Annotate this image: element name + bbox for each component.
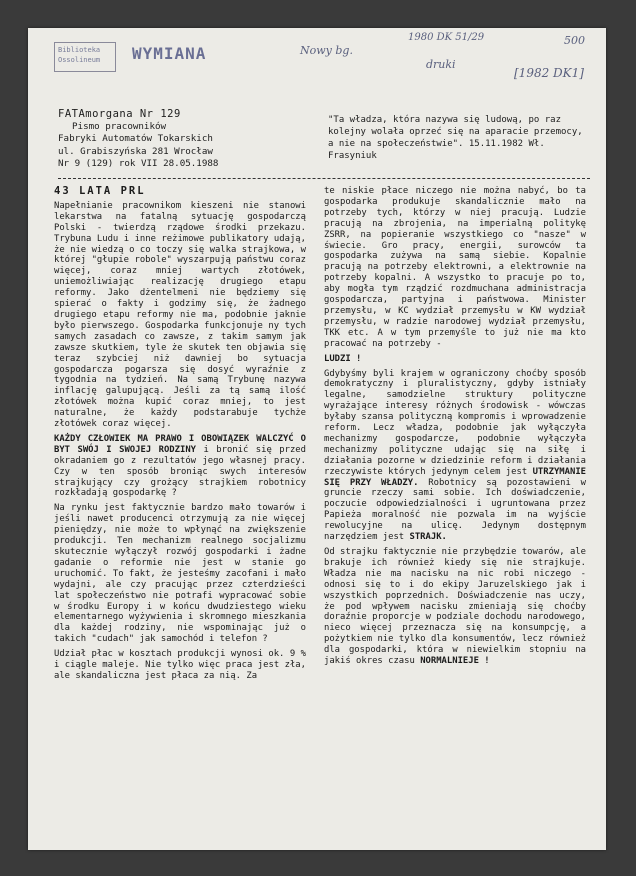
article-heading: 43 LATA PRL [54,185,146,197]
document-page [28,28,606,850]
right-paragraph-3 [324,547,586,667]
masthead-line-4: Nr 9 (129) rok VII 28.05.1988 [58,158,219,169]
handwritten-page-number: 500 [564,34,585,47]
right-paragraph-3-text: Od strajku faktycznie nie przybędzie towarów, ale brakuje ich również kiedy się nie strajkuje. Władza nie ma nacisku na nic robi niczego - odnosi się to i do ekipy Jaruzelskiego jak i wszystkich poprzednich. Doświadczenie nas uczy, że pod wpływem nacisku zmieniają się choćby doraźnie proporcje w podziale dochodu narodowego, nieco więcej przeznacza się na konsumpcję, a pożytkiem nie tylko dla konsumentów, lecz również dla gospodarki, która w niewielkim stopniu na jakiś okres czasu [324,547,586,667]
library-stamp [54,42,116,72]
left-column [54,186,306,686]
right-caps-statement: UTRZYMANIE SIĘ PRZY WŁADZY. [324,466,587,488]
right-column [324,186,586,671]
left-paragraph-4: Udział płac w kosztach produkcji wynosi ok. 9 % i ciągle maleje. Nie tylko więc praca jest zła, ale skandaliczna jest płaca za nią. Za [54,649,306,681]
left-paragraph-1: Napełnianie pracownikom kieszeni nie stanowi lekarstwa na fatalną sytuację gospodarczą Polski - twierdzą rządowe środki przekazu. Trybuna Ludu i inne reżimowe publikatory udają, że nie wiedzą o co toczy się walka strajkowa, w której "głupie robole" wyszarpują państwu coraz więcej, coraz mniej wartych złotówek, uniemożliwiając realizację drugiego etapu reformy. Jako dżentelmeni nie będziemy się spierać o fakty i godzimy się, że żadnego drugiego etapu reformy nie ma, podobnie jaknie było pierwszego. Gospodarka funkcjonuje ny tych samych zasadach co zawsze, z takim samym jak zawsze skutkiem, tyle że skutek ten objawia się teraz szybciej niż dawniej bo sytuacja gospodarcza pogarsza się dosyć wyraźnie z tygodnia na tydzień. Na samą Trybunę nazywa inflację galupującą. Jeśli za tą samą ilość złotówek można kupić coraz mniej, to jest naturalne, że każdy podstarabuje tychże złotówek coraz więcej. [54,200,306,430]
left-caps-statement: KAŻDY CZŁOWIEK MA PRAWO I OBOWIĄZEK WALCZYĆ O BYT SWÓJ I SWOJEJ RODZINY [54,433,306,455]
masthead-line-2: Fabryki Automatów Tokarskich [58,133,213,144]
handwritten-reference: [1982 DK1] [514,66,584,80]
masthead-line-3: ul. Grabiszyńska 281 Wrocław [58,145,213,157]
epigraph-quote: "Ta władza, która nazywa się ludową, po raz kolejny wolała oprzeć się na aparacie przemocy, a nie na społeczeństwie". 15.11.1982 Wł. Frasyniuk [328,115,583,161]
handwritten-call-number: 1980 DK 51/29 [408,32,485,43]
stamp-line-2: Ossolineum [58,56,101,64]
right-normalniej: NORMALNIEJE ! [420,656,490,667]
handwritten-druki: druki [426,58,456,71]
right-paragraph-2 [324,369,586,544]
handwritten-note-nowy: Nowy bg. [300,44,353,57]
right-paragraph-2b: Robotnicy są pozostawieni w gruncie rzeczy sami sobie. Ich doświadczenie, poczucie odpowiedzialności i ugruntowana przez Papieża moralność nie pozwala im na wyjście rewolucyjne na ulicę. Jedynym dostępnym narzędziem jest [324,477,586,543]
right-ludzi: LUDZI ! [324,353,362,364]
wymiana-stamp: WYMIANA [132,44,207,63]
header-divider [58,178,590,179]
masthead [58,108,308,171]
stamp-line-1: Biblioteka [58,46,101,54]
left-paragraph-2 [54,434,306,499]
left-paragraph-2-text: i bronić się przed okradaniem go z rezultatów jego własnej pracy. Czy w ten sposób broniąc swych interesów strajkujący czy grożący strajkiem robotnicy rozkładają gospodarkę ? [54,444,306,499]
masthead-line-1: Pismo pracowników [72,120,167,132]
right-strajk: STRAJK. [409,532,447,543]
masthead-title: FATAmorgana Nr 129 [58,108,181,120]
right-paragraph-2a: Gdybyśmy byli krajem w ograniczony choćby sposób demokratyczny i pluralistyczny, gdyby istniały legalne, samodzielne struktury polityczne wyrażające interesy różnych środowisk - wówczas byłaby szansa polityczną kompromis i wprowadzenie reform. Lecz władza, podobnie jak wyłączyła mechanizmy gospodarcze, podobnie wyłączyła mechanizmy polityczne udając się na siłę i działania pozorne w dziedzinie reform i działania rzeczywiste których jedynym celem jest [324,368,586,477]
left-paragraph-3: Na rynku jest faktycznie bardzo mało towarów i jeśli nawet producenci otrzymują za nie więcej pieniędzy, nie może to wpłynąć na zwiększenie produkcji. Ten mechanizm realnego socjalizmu skutecznie wyłączył rozwój gospodarki i żadne gadanie o reformie nie jest w stanie go uruchomić. To fakt, że jesteśmy zacofani i mało wydajni, ale czy pracując przez czterdzieści lat społeczeństwo nie potrafi wypracować sobie w środku Europy i w końcu dwudziestego wieku elementarnego wyżywienia i skromnego mieszkania dla każdej rodziny, nie wspominając już o takich "cudach" jak samochód i telefon ? [54,503,306,645]
right-paragraph-1: te niskie płace niczego nie można nabyć, bo ta gospodarka produkuje skandalicznie mało na potrzeby tych, którzy w niej pracują. Ludzie pracują na zbrojenia, na imperialną politykę ZSRR, na popieranie wszystkiego co "nasze" w świecie. Gro pracy, energii, surowców ta gospodarka zużywa na samą siebie. Kopalnie pracują na potrzeby elektrowni, a elektrownie na potrzeby kopalni. A wszystko to pracuje po to, aby mogła tym rządzić rozdmuchana administracja gospodarcza, partyjna i państwowa. Minister przemysłu, w KC wydział przemysłu w KW wydział przemysłu, w radzie narodowej wydział przemysłu, TKK etc. A w tym przemyśle to już nie ma kto pracować na potrzeby - [324,186,586,349]
